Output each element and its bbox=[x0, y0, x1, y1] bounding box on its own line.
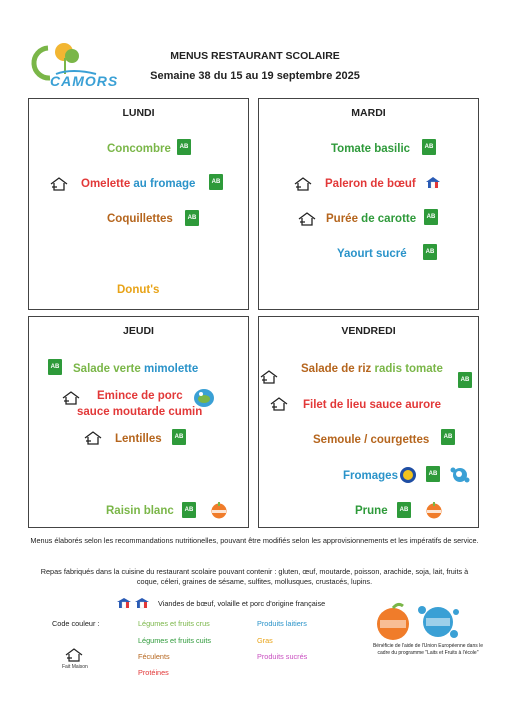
fait-maison-icon bbox=[61, 391, 81, 405]
volaille-francaise-icon bbox=[134, 597, 150, 609]
organic-label-icon: AB bbox=[441, 429, 455, 445]
label-rouge-porc-icon bbox=[193, 387, 215, 409]
fait-maison-icon bbox=[64, 648, 84, 662]
fait-maison-icon bbox=[269, 397, 289, 411]
dish-lentilles: Lentilles bbox=[115, 433, 162, 445]
dish-fromages: Fromages bbox=[343, 470, 398, 482]
fruits-ecole-icon bbox=[209, 501, 229, 519]
fait-maison-icon bbox=[49, 177, 69, 191]
dish-yaourt: Yaourt sucré bbox=[337, 248, 407, 260]
nutrition-note: Menus élaborés selon les recommandations nutritionelles, pouvant être modifiés selon les approvisionnements et les impératifs de service. bbox=[30, 536, 479, 545]
organic-label-icon: AB bbox=[422, 139, 436, 155]
dish-donuts: Donut's bbox=[117, 284, 160, 296]
dish-part: Purée bbox=[326, 213, 358, 225]
dish-semoule-courgettes: Semoule / courgettes bbox=[313, 434, 430, 446]
organic-label-icon: AB bbox=[423, 244, 437, 260]
dish-paleron: Paleron de bœuf bbox=[325, 178, 416, 190]
organic-label-icon: AB bbox=[182, 502, 196, 518]
legend-protein: Protéines bbox=[138, 668, 169, 677]
organic-label-icon: AB bbox=[209, 174, 223, 190]
viande-francaise-icon bbox=[425, 176, 441, 190]
day-title: VENDREDI bbox=[341, 325, 396, 337]
fait-maison-icon bbox=[293, 177, 313, 191]
organic-label-icon: AB bbox=[424, 209, 438, 225]
dish-salade-riz bbox=[301, 363, 443, 375]
dish-prune: Prune bbox=[355, 505, 388, 517]
dish-part: Omelette bbox=[81, 178, 131, 190]
fruits-ecole-logo bbox=[372, 600, 414, 642]
legend-raw: Légumes et fruits crus bbox=[138, 619, 210, 628]
day-title: JEUDI bbox=[123, 325, 154, 337]
fait-maison-caption: Fait Maison bbox=[62, 664, 88, 670]
fait-maison-icon bbox=[83, 431, 103, 445]
menu-title: MENUS RESTAURANT SCOLAIRE bbox=[170, 50, 340, 62]
dish-salade-verte bbox=[73, 363, 198, 375]
lait-ecole-icon bbox=[449, 465, 471, 485]
day-box-lundi bbox=[28, 98, 249, 310]
day-title: LUNDI bbox=[122, 107, 155, 119]
camors-logo bbox=[26, 40, 136, 90]
origin-note: Viandes de bœuf, volaille et porc d'origine française bbox=[158, 599, 326, 608]
aop-seal-icon bbox=[399, 466, 417, 484]
day-box-vendredi bbox=[258, 316, 479, 528]
legend-sugar: Produits sucrés bbox=[257, 652, 308, 661]
organic-label-icon: AB bbox=[426, 466, 440, 482]
dish-tomate-basilic: Tomate basilic bbox=[331, 143, 411, 155]
legend-starch: Féculents bbox=[138, 652, 170, 661]
legend-cooked: Légumes et fruits cuits bbox=[138, 636, 212, 645]
day-box-jeudi bbox=[28, 316, 249, 528]
organic-label-icon: AB bbox=[185, 210, 199, 226]
dish-part: au fromage bbox=[130, 178, 196, 190]
lait-ecole-logo bbox=[416, 602, 460, 642]
dish-concombre: Concombre bbox=[107, 143, 171, 155]
dish-part: de carotte bbox=[357, 213, 417, 225]
organic-label-icon: AB bbox=[177, 139, 191, 155]
logo-text: CAMORS bbox=[50, 73, 119, 89]
eu-aid-text: Bénéficie de l'aide de l'Union Européenne dans le cadre du programme "Laits et Fruits à l'école" bbox=[372, 643, 484, 656]
dish-sauce: sauce moutarde cumin bbox=[77, 406, 203, 418]
organic-label-icon: AB bbox=[48, 359, 62, 375]
viande-francaise-icon bbox=[116, 597, 132, 609]
dish-part: radis tomate bbox=[374, 363, 443, 375]
dish-part: mimolette bbox=[143, 363, 199, 375]
legend-dairy: Produits laitiers bbox=[257, 619, 307, 628]
dish-omelette bbox=[81, 178, 195, 190]
dish-emince-porc: Emince de porc bbox=[97, 390, 183, 402]
fait-maison-icon bbox=[297, 212, 317, 226]
organic-label-icon: AB bbox=[397, 502, 411, 518]
allergen-note: Repas fabriqués dans la cuisine du restaurant scolaire pouvant contenir : gluten, œuf, moutarde, poisson, arachide, soja, lait, fruits à coque, céleri, graines de sésame, sulfites, mollusques, crustacés, lupins. bbox=[40, 567, 469, 586]
legend-label: Code couleur : bbox=[52, 619, 100, 628]
organic-label-icon: AB bbox=[172, 429, 186, 445]
day-box-mardi bbox=[258, 98, 479, 310]
organic-label-icon: AB bbox=[458, 372, 472, 388]
legend-fat: Gras bbox=[257, 636, 273, 645]
fruits-ecole-icon bbox=[424, 501, 444, 519]
dish-part: Salade de riz bbox=[301, 363, 375, 375]
fait-maison-icon bbox=[259, 370, 279, 384]
day-title: MARDI bbox=[351, 107, 386, 119]
dish-puree-carotte bbox=[326, 213, 416, 225]
dish-coquillettes: Coquillettes bbox=[107, 213, 173, 225]
dish-filet-lieu: Filet de lieu sauce aurore bbox=[303, 399, 442, 411]
dish-part: Salade verte bbox=[73, 363, 144, 375]
week-title: Semaine 38 du 15 au 19 septembre 2025 bbox=[150, 70, 360, 82]
dish-raisin-blanc: Raisin blanc bbox=[106, 505, 174, 517]
